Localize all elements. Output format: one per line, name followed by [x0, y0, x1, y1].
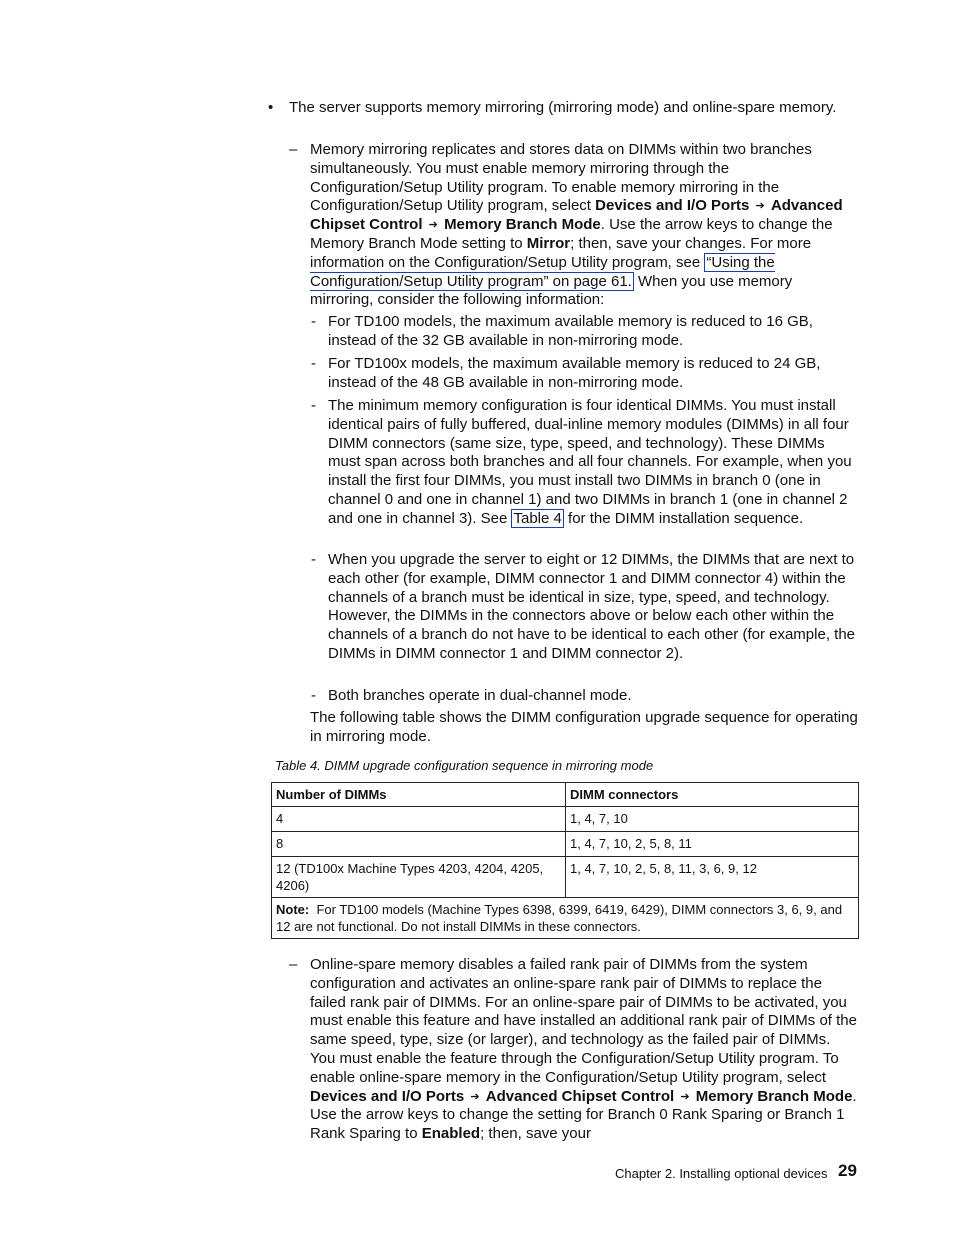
- text-run: . Use the arrow keys to change the Memory Branch Mode setting to: [310, 216, 833, 252]
- sub-item-dual-channel: [311, 687, 859, 706]
- text-run: ; then, save your changes. For more information on the Configuration/Setup Utility program, see: [310, 234, 812, 271]
- cell-connectors: 1, 4, 7, 10, 2, 5, 8, 11: [566, 832, 859, 857]
- cell-count: 12 (TD100x Machine Types 4203, 4204, 4205, 4206): [272, 857, 566, 898]
- arrow-icon: ➔: [755, 200, 765, 213]
- sub-marker: -: [311, 397, 316, 414]
- dimm-table: [271, 782, 859, 939]
- sub-text: Both branches operate in dual-channel mode.: [328, 687, 632, 704]
- arrow-icon: ➔: [470, 1090, 480, 1103]
- text-run: ; then, save your: [480, 1125, 591, 1143]
- menu-branch-mode: Memory Branch Mode: [444, 216, 601, 234]
- chapter-title: Chapter 2. Installing optional devices: [615, 1166, 828, 1181]
- sub-item-minimum-config: [311, 397, 859, 529]
- text-run: Online-spare memory disables a failed rank pair of DIMMs from the system configuration and activates an online-spare rank pair of DIMMs to replace the failed rank pair of DIMMs. For an online-spare pair of DIMMs to be activated, you must enable this feature and have installed an additional rank pair of DIMMs of the same speed, type, size (or larger), and technology as the failed pair of DIMMs. You must enable the feature through the Configuration/Setup Utility program. To enable online-spare memory in the Configuration/Setup Utility program, select: [310, 956, 857, 1086]
- sub-item-td100: [311, 313, 859, 351]
- table-row: [272, 857, 859, 898]
- sub-marker: -: [311, 355, 316, 372]
- sub-marker: -: [311, 687, 316, 704]
- header-number-of-dimms: Number of DIMMs: [272, 783, 566, 807]
- mirroring-text: [310, 141, 859, 310]
- cell-connectors: 1, 4, 7, 10: [566, 807, 859, 832]
- menu-adv-chipset: Advanced Chipset Control: [485, 1087, 675, 1105]
- text-run: . Use the arrow keys to change the setting for Branch 0 Rank Sparing or Branch 1 Rank Sparing to: [310, 1087, 857, 1143]
- cell-count: 8: [272, 832, 566, 857]
- menu-adv-chipset: Advanced Chipset Control: [310, 197, 843, 234]
- table-note: [272, 898, 859, 939]
- table-row: [272, 832, 859, 857]
- arrow-icon: ➔: [680, 1090, 690, 1103]
- online-spare-text: [310, 956, 859, 1144]
- setting-mirror: Mirror: [526, 234, 571, 252]
- sub-marker: -: [311, 551, 316, 568]
- text-run: Memory mirroring replicates and stores data on DIMMs within two branches simultaneously. You must enable memory mirroring through the Configuration/Setup Utility program. To enable memory mirroring in the Configuration/Setup Utility program, select: [310, 141, 812, 215]
- dash-marker: –: [289, 141, 298, 158]
- sub-text: For TD100 models, the maximum available memory is reduced to 16 GB, instead of the 32 GB available in non-mirroring mode.: [328, 313, 813, 349]
- sub-text: When you upgrade the server to eight or 12 DIMMs, the DIMMs that are next to each other (for example, DIMM connector 1 and DIMM connector 4) within the channels of a branch must be identical in size, type, speed, and technology. However, the DIMMs in the connectors above or below each other within the channels of a branch do not have to be identical to each other (for example, the DIMMs in DIMM connector 1 and DIMM connector 2).: [328, 551, 856, 662]
- note-label: Note:: [276, 902, 310, 917]
- menu-devices-io: Devices and I/O Ports: [310, 1087, 465, 1105]
- arrow-icon: ➔: [428, 219, 438, 232]
- cell-connectors: 1, 4, 7, 10, 2, 5, 8, 11, 3, 6, 9, 12: [566, 857, 859, 898]
- table-header-row: [272, 783, 859, 807]
- setting-enabled: Enabled: [421, 1125, 481, 1143]
- mirroring-paragraph: [289, 141, 859, 310]
- setup-utility-link[interactable]: “Using the Configuration/Setup Utility program” on page 61.: [310, 253, 775, 290]
- header-dimm-connectors: DIMM connectors: [566, 783, 859, 807]
- text-run: When you use memory mirroring, consider the following information:: [310, 272, 793, 309]
- following-table-text: The following table shows the DIMM configuration upgrade sequence for operating in mirroring mode.: [310, 709, 858, 745]
- sub-item-upgrade: [311, 551, 859, 664]
- sub-text: For TD100x models, the maximum available memory is reduced to 24 GB, instead of the 48 GB available in non-mirroring mode.: [328, 355, 821, 391]
- bullet-marker: •: [268, 99, 274, 116]
- text-run: The minimum memory configuration is four identical DIMMs. You must install identical pairs of fully buffered, dual-inline memory modules (DIMMs) in all four DIMM connectors (same size, type, speed, and technology). These DIMMs must span across both branches and all four channels. For example, when you install the first four DIMMs, you must install two DIMMs in branch 0 (one in channel 0 and one in channel 1) and two DIMMs in branch 1 (one in channel 2 and one in channel 3). See: [328, 397, 852, 527]
- note-text: For TD100 models (Machine Types 6398, 6399, 6419, 6429), DIMM connectors 3, 6, 9, and 12 are not functional. Do not install DIMMs in these connectors.: [276, 902, 843, 934]
- sub-marker: -: [311, 313, 316, 330]
- table-caption: Table 4. DIMM upgrade configuration sequence in mirroring mode: [275, 758, 654, 773]
- text-run: for the DIMM installation sequence.: [563, 509, 804, 527]
- sub-item-td100x: [311, 355, 859, 393]
- bullet-mirroring-support: [268, 99, 858, 118]
- sub-text: [328, 397, 859, 529]
- table-row: [272, 807, 859, 832]
- online-spare-paragraph: [289, 956, 859, 1144]
- table-4-link[interactable]: Table 4: [513, 509, 562, 527]
- page-number: 29: [838, 1161, 857, 1180]
- menu-branch-mode: Memory Branch Mode: [695, 1087, 853, 1105]
- dash-marker: –: [289, 956, 298, 973]
- menu-devices-io: Devices and I/O Ports: [595, 197, 750, 215]
- cell-count: 4: [272, 807, 566, 832]
- bullet-text: The server supports memory mirroring (mirroring mode) and online-spare memory.: [289, 99, 837, 116]
- table-note-row: [272, 898, 859, 939]
